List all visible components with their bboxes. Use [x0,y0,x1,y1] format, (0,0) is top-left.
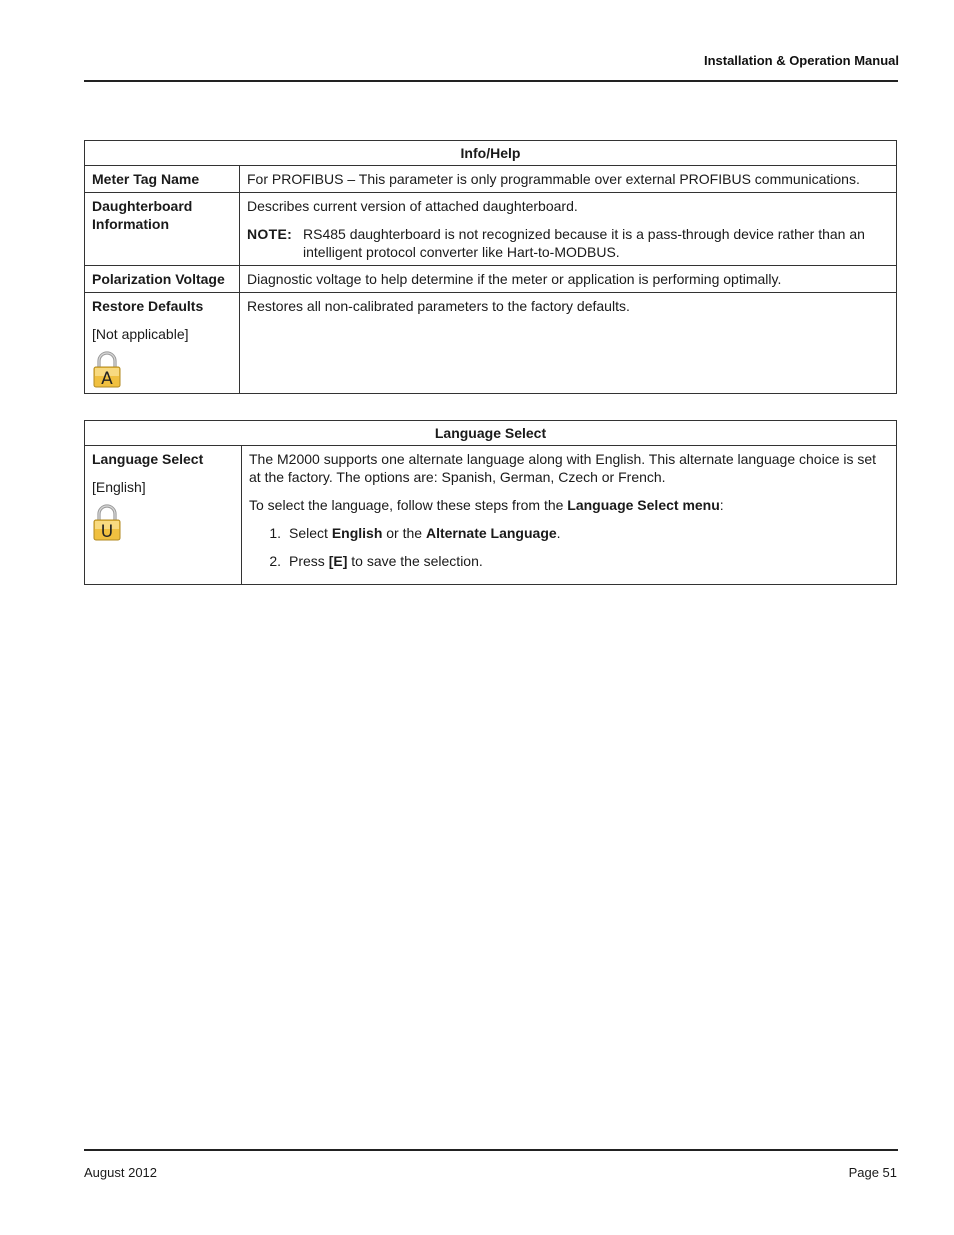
lock-letter: U [100,522,114,542]
param-name: Language Select [92,451,204,467]
language-select-table [84,420,897,585]
header-rule [84,80,898,82]
param-description: Restores all non-calibrated parameters to the factory defaults. [247,298,630,314]
note-text: RS485 daughterboard is not recognized because it is a pass-through device rather than an intelligent protocol converter like Hart-to-MODBUS. [303,226,865,260]
list-item: 2. Press [E] to save the selection. [269,553,483,569]
table-row [85,293,897,394]
param-description: For PROFIBUS – This parameter is only programmable over external PROFIBUS communications. [247,171,860,187]
param-name: Daughterboard Information [92,198,193,232]
param-description: The M2000 supports one alternate language along with English. This alternate language choice is set at the factory. The options are: Spanish, German, Czech or French. [249,451,877,485]
info-help-table [84,140,897,394]
table-heading: Info/Help [85,141,897,166]
header-title: Installation & Operation Manual [703,53,899,68]
table-row [85,446,897,585]
table-row [85,266,897,293]
param-default: [English] [92,479,146,495]
list-item: 1. Select English or the Alternate Language. [269,525,561,541]
param-name: Polarization Voltage [92,271,225,287]
footer-date: August 2012 [84,1165,158,1180]
footer-rule [84,1149,898,1151]
steps-list [249,524,890,570]
lock-icon [92,351,122,389]
param-instructions: To select the language, follow these steps from the Language Select menu: [249,497,724,513]
param-description: Diagnostic voltage to help determine if the meter or application is performing optimally. [247,271,782,287]
note [247,225,890,261]
lock-letter: A [101,369,113,389]
param-default: [Not applicable] [92,326,189,342]
param-name: Restore Defaults [92,298,204,314]
page-number: Page 51 [848,1165,897,1180]
table-row [85,166,897,193]
table-row [85,193,897,266]
table-heading: Language Select [85,421,897,446]
note-label: NOTE: [247,226,293,242]
param-name: Meter Tag Name [92,171,200,187]
lock-icon [92,504,122,542]
param-description: Describes current version of attached daughterboard. [247,198,578,214]
